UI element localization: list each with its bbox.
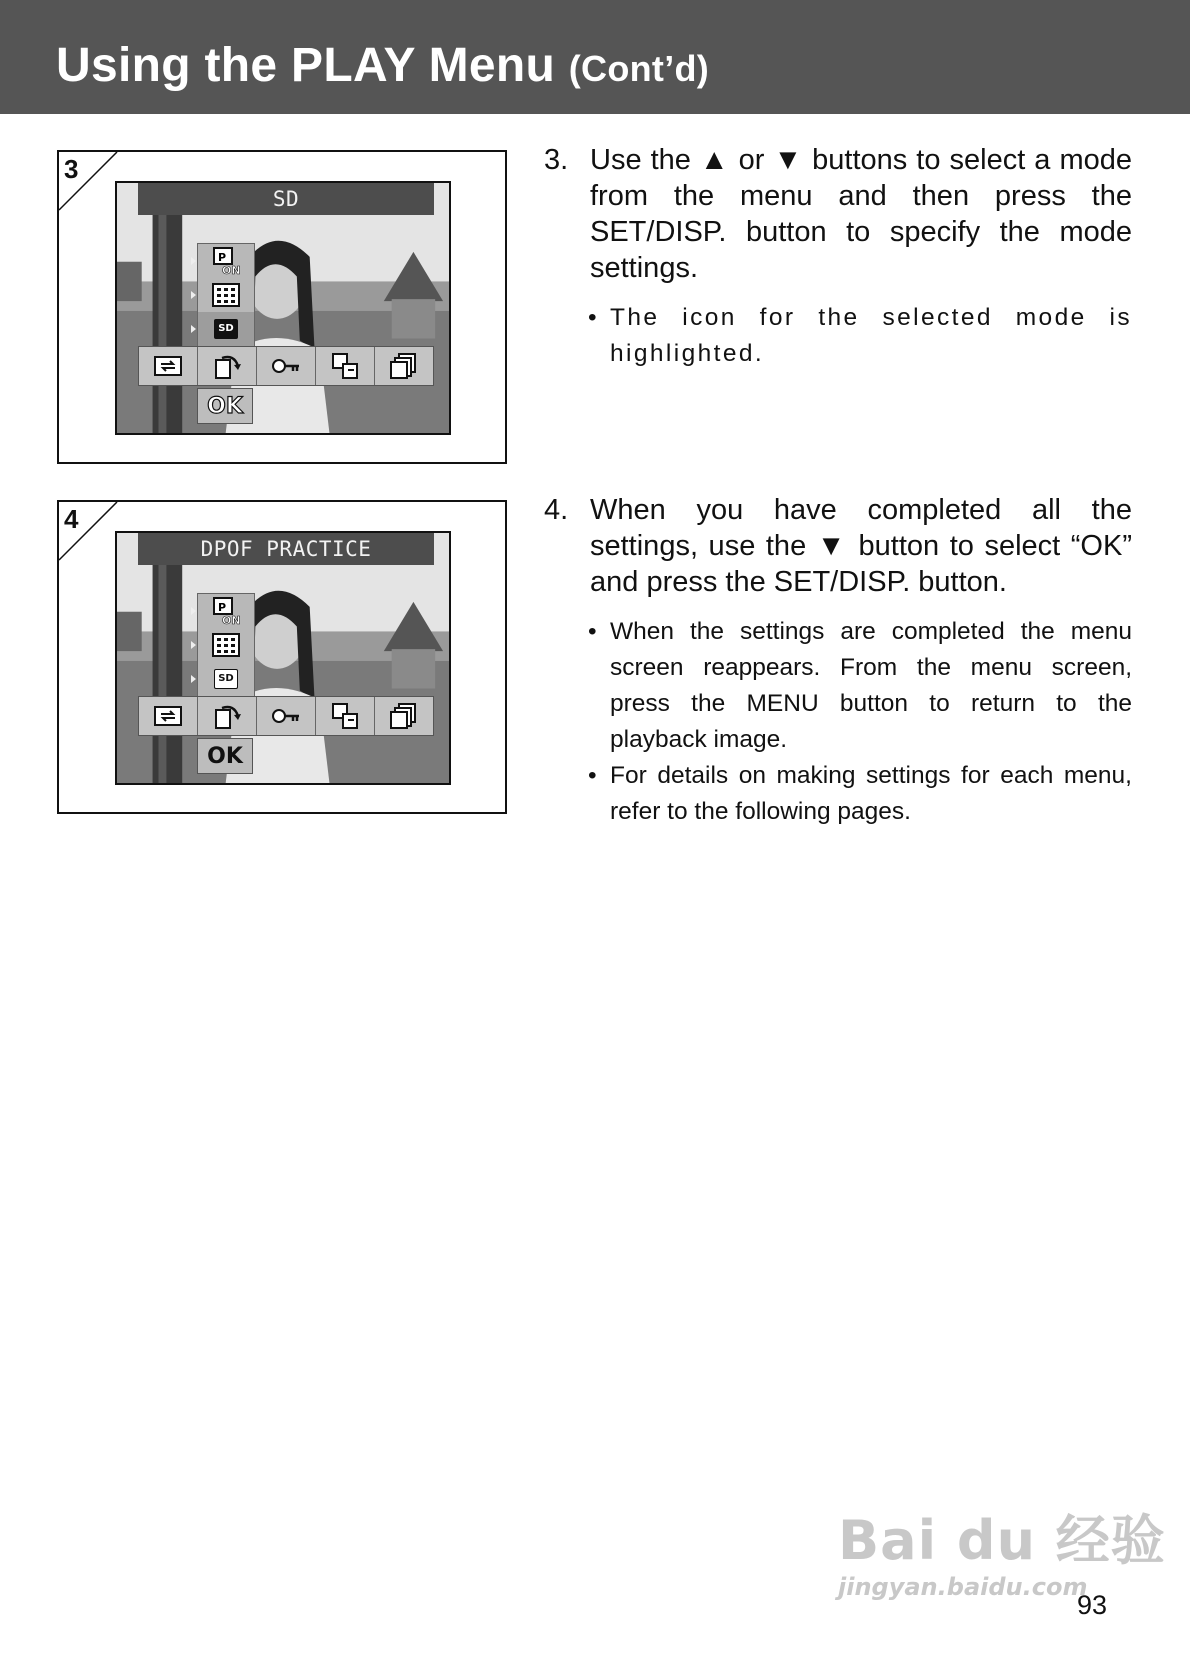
step-4-bullets <box>544 614 1132 830</box>
dpof-icon <box>375 347 433 385</box>
title-subtitle: (Cont’d) <box>568 48 710 89</box>
bullet-dot: • <box>588 618 597 645</box>
page-number: 93 <box>1077 1590 1108 1620</box>
step-number: 3. <box>544 144 569 176</box>
bullet-text: When the settings are completed the menu screen reappears. From the menu screen, press the MENU button to return to the playback image. <box>610 618 1132 753</box>
bullet-item <box>544 758 1132 830</box>
rotate-icon <box>198 697 257 735</box>
side-menu <box>197 593 255 697</box>
camera-lcd-screen <box>115 531 451 785</box>
step-tag: 3 <box>64 154 79 184</box>
step-3-main <box>544 142 1132 286</box>
print-on-icon <box>198 244 254 278</box>
play-menu-bar <box>138 346 434 386</box>
baidu-watermark <box>838 1498 1166 1601</box>
side-menu <box>197 243 255 347</box>
ok-button: OK <box>197 388 253 424</box>
bullet-text: The icon for the selected mode is highlighted. <box>610 304 1132 367</box>
play-menu-bar <box>138 696 434 736</box>
photo-background <box>117 183 449 433</box>
svg-text:P: P <box>218 601 227 614</box>
index-grid-icon <box>198 278 254 312</box>
bullet-dot: • <box>588 304 599 331</box>
slideshow-icon <box>139 347 198 385</box>
copy-icon <box>316 347 375 385</box>
watermark-logo: Bai du 经验 <box>838 1509 1166 1572</box>
watermark-url: jingyan.baidu.com <box>838 1573 1088 1601</box>
svg-text:ON: ON <box>222 614 241 626</box>
screen-title-bar: SD <box>138 183 434 215</box>
bullet-item <box>544 614 1132 758</box>
step-3-bullets <box>544 300 1132 372</box>
rotate-icon <box>198 347 257 385</box>
ok-button: OK <box>197 738 253 774</box>
index-grid-icon <box>198 628 254 662</box>
bullet-dot: • <box>588 762 597 789</box>
screenshot-step-4 <box>57 500 507 814</box>
step-text: When you have completed all the settings, use the ▼ button to select “OK” and press the SET/DISP. button. <box>590 494 1132 598</box>
step-4-main <box>544 492 1132 600</box>
svg-text:ON: ON <box>222 264 241 276</box>
camera-lcd-screen <box>115 181 451 435</box>
dpof-icon <box>375 697 433 735</box>
key-protect-icon <box>257 697 316 735</box>
key-protect-icon <box>257 347 316 385</box>
step-tag: 4 <box>64 504 79 534</box>
slideshow-icon <box>139 697 198 735</box>
bullet-text: For details on making settings for each menu, refer to the following pages. <box>610 762 1132 825</box>
step-number: 4. <box>544 494 569 526</box>
svg-text:P: P <box>218 251 227 264</box>
step-text: Use the ▲ or ▼ buttons to select a mode from the menu and then press the SET/DISP. button to specify the mode settings. <box>590 144 1132 284</box>
sd-card-icon: SD <box>198 312 254 346</box>
page-title <box>56 38 709 93</box>
screenshot-step-3 <box>57 150 507 464</box>
print-on-icon <box>198 594 254 628</box>
step-3-instructions <box>544 142 1132 372</box>
step-4-instructions <box>544 492 1132 830</box>
bullet-item <box>544 300 1132 372</box>
sd-card-icon: SD <box>198 662 254 696</box>
title-text: Using the PLAY Menu <box>56 39 556 92</box>
photo-background <box>117 533 449 783</box>
copy-icon <box>316 697 375 735</box>
screen-title-bar: DPOF PRACTICE <box>138 533 434 565</box>
page-header <box>0 0 1190 114</box>
